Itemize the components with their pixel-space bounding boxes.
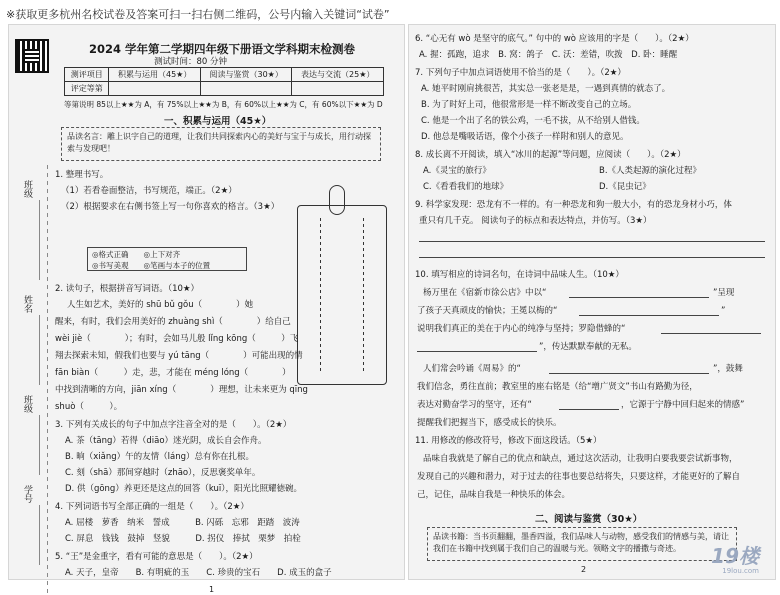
intro-box: 品读名言：雕上识字自己的道理，让我们共同探索内心的美好与宝于与成长，用行动探索与发现吧！ bbox=[61, 127, 381, 161]
q9-heading: 9. 科学家发现：恐龙有不一样的。有一种恐龙和狗一般大小，有的恐龙身材小巧，体 bbox=[415, 200, 732, 210]
table-cell: 评定等第 bbox=[65, 82, 109, 96]
watermark-logo: 19楼 bbox=[711, 544, 759, 568]
q10-line: 杨万里在《宿新市徐公店》中以“ bbox=[423, 288, 547, 298]
table-cell bbox=[109, 82, 201, 96]
q10-line: 了孩子天真顽皮的愉快；王冕以梅的“ bbox=[417, 306, 558, 316]
q2-line: 翔去探索未知，假我们也要与 yú tāng（ ）可能出现的情 bbox=[55, 351, 303, 361]
q1-1: （1）若看卷面整洁，书写规范，端正。（2★） bbox=[61, 186, 237, 196]
q10-heading: 10. 填写相应的诗词名句，在诗词中品味人生。（10★） bbox=[415, 270, 624, 280]
q2-line: 人生如艺术，美好的 shū bǔ gǒu（ ）她 bbox=[67, 300, 254, 310]
table-cell bbox=[292, 82, 384, 96]
q10-line-end: ，它源于宁静中回归起来的情感” bbox=[621, 400, 745, 410]
q8-option: B.《人类起源的演化过程》 bbox=[599, 166, 702, 176]
page-number: 1 bbox=[209, 585, 215, 594]
q11-heading: 11. 用修改的修改符号，修改下面这段话。（5★） bbox=[415, 436, 602, 446]
q6-heading: 6. “心无有 wò 是坚守的底气。” 句中的 wò 应该用的字是（ ）。（2★） bbox=[415, 34, 694, 44]
criteria-box bbox=[87, 247, 247, 271]
q2-line: fān biàn（ ）走，悲，才能在 méng lóng（ ） bbox=[55, 368, 291, 378]
side-label-number: 学号 bbox=[22, 485, 32, 503]
q10-line: 说明我们真正的美在于内心的纯净与坚持；罗隐借蜂的“ bbox=[417, 324, 626, 334]
table-row bbox=[65, 68, 384, 82]
exam-page-right bbox=[408, 24, 776, 580]
q4-option: C. 屏息 钱钱 鼓掉 竖貌 D. 拐仪 捧拭 栗梦 拍栓 bbox=[65, 534, 301, 544]
answer-blank[interactable] bbox=[559, 409, 619, 410]
section-title-2: 二、阅读与鉴赏（30★） bbox=[535, 514, 643, 525]
side-fill-line bbox=[39, 415, 40, 475]
q6-options: A. 握：孤跑，追求 B. 窝：鸽子 C. 沃：差错，吹拨 D. 卧：睡醒 bbox=[419, 50, 678, 60]
q1-heading: 1. 整理书写。 bbox=[55, 170, 109, 180]
top-banner: ※获取更多杭州名校试卷及答案可扫一扫右侧二维码，公号内输入关键词“试卷” bbox=[6, 8, 390, 21]
q7-option: A. 她平时刚肩挑很苦，其实总一张老是是，一遇到真情的就态了。 bbox=[421, 84, 671, 94]
table-cell: 测评项目 bbox=[65, 68, 109, 82]
exam-subtitle: 测试时间：80 分钟 bbox=[154, 57, 228, 67]
q3-heading: 3. 下列有关成长的句子中加点字注音全对的是（ ）。（2★） bbox=[55, 420, 292, 430]
table-row bbox=[65, 82, 384, 96]
side-fill-line bbox=[39, 505, 40, 565]
q8-option: D.《昆虫记》 bbox=[599, 182, 651, 192]
q11-line: 己，记住，品味自我是一种快乐的体会。 bbox=[417, 490, 571, 500]
q2-line: shuò（ ）。 bbox=[55, 402, 123, 412]
q10-line-end: ”呈现 bbox=[713, 288, 735, 298]
q3-option: A. 茶（tāng）若得（diāo）迷光阴，成长自会作舟。 bbox=[65, 436, 267, 446]
q4-heading: 4. 下列词语书写全部正确的一组是（ ）。（2★） bbox=[55, 502, 249, 512]
answer-blank[interactable] bbox=[579, 315, 719, 316]
q5-heading: 5. “王”是金重字，看有可能的意思是（ ）。（2★） bbox=[55, 552, 258, 562]
q10-line: 我们信念，勇往直前；教室里的座右铭是（给“增广贤文”书山有路勤为径， bbox=[417, 382, 698, 392]
q8-option: C.《看看我们的地球》 bbox=[423, 182, 509, 192]
answer-blank[interactable] bbox=[549, 373, 709, 374]
side-fill-line bbox=[39, 315, 40, 385]
table-cell: 阅读与鉴赏（30★） bbox=[200, 68, 292, 82]
q2-line: 中找到清晰的方向，jiān xíng（ ）理想，让未来更为 qīng bbox=[55, 385, 308, 395]
side-label-class2: 班级 bbox=[22, 395, 32, 413]
score-table bbox=[64, 67, 384, 96]
page-number: 2 bbox=[581, 565, 587, 574]
side-label-name: 姓名 bbox=[22, 295, 32, 313]
intro-box-2: 品读书籍：当书页翻翻，墨香四溢，我们品味人与动物，感受我们的情感与美，请让我们在书籍中找到属于我们自己的温暖与光。领略文字的播撒与奇迹。 bbox=[427, 527, 737, 561]
side-label-class: 班级 bbox=[22, 180, 32, 198]
q3-option: B. 晌（xiǎng）午的友情（láng）总有你在扎根。 bbox=[65, 452, 254, 462]
answer-line[interactable] bbox=[419, 241, 765, 242]
side-fill-line bbox=[39, 200, 40, 280]
table-cell: 积累与运用（45★） bbox=[109, 68, 201, 82]
section-title-1: 一、积累与运用（45★） bbox=[164, 116, 272, 127]
answer-blank[interactable] bbox=[661, 333, 761, 334]
q10-line-end: ”，鼓舞 bbox=[713, 364, 743, 374]
q1-2: （2）根据要求在右侧书签上写一句你喜欢的格言。（3★） bbox=[61, 202, 280, 212]
q10-line: 人们常会吟诵《周易》的“ bbox=[423, 364, 521, 374]
criteria-line: ◎书写美观 ◎笔画与本子的位置 bbox=[92, 260, 211, 270]
answer-line[interactable] bbox=[419, 257, 765, 258]
q10-line-end: ” bbox=[721, 306, 726, 316]
watermark-url: 19lou.com bbox=[722, 567, 759, 575]
answer-blank[interactable] bbox=[569, 297, 709, 298]
table-cell: 表达与交流（25★） bbox=[292, 68, 384, 82]
q7-option: B. 为了时好上司，他很常形是一样不断改变自己的立场。 bbox=[421, 100, 637, 110]
q9-heading-cont: 重只有几千克。 阅读句子的标点和表达特点，并仿写。（3★） bbox=[419, 216, 652, 226]
q10-line: 表达对勤奋学习的坚守，还有“ bbox=[417, 400, 532, 410]
bookmark-writing-area[interactable] bbox=[297, 205, 387, 385]
grade-note: 等第说明 85以上★★为 A，有 75%以上★★为 B，有 60%以上★★为 C，有 60%以下★★为 D bbox=[64, 100, 383, 109]
qr-code-icon bbox=[15, 39, 49, 73]
q4-option: A. 屈楼 萝香 纳米 誓成 B. 闪砾 忘邪 距踏 波涛 bbox=[65, 518, 300, 528]
table-cell bbox=[200, 82, 292, 96]
q8-heading: 8. 成长离不开阅读，填入“冰川的起源”等问题，应阅读（ ）。（2★） bbox=[415, 150, 686, 160]
criteria-line: ◎格式正确 ◎上下对齐 bbox=[92, 250, 181, 259]
q7-heading: 7. 下列句子中加点词语使用不恰当的是（ ）。（2★） bbox=[415, 68, 626, 78]
q5-options: A. 天子，皇帝 B. 有明疵的玉 C. 珍贵的宝石 D. 成玉的盒子 bbox=[65, 568, 332, 578]
q10-line: 提醒我们把握当下，感受成长的快乐。 bbox=[417, 418, 562, 428]
q11-line: 发现自己的兴趣和潜力，对于过去的往事也要总结将失，只要这样，才能更好的了解自 bbox=[417, 472, 741, 482]
q2-line: wèi jiè（ ）；有时，会如马儿般 lǐng kōng（ ）飞 bbox=[55, 334, 299, 344]
q7-option: C. 他是一个出了名的铁公鸡，一毛不拔，从不给别人借钱。 bbox=[421, 116, 645, 126]
q2-heading: 2. 读句子，根据拼音写词语。（10★） bbox=[55, 284, 199, 294]
q8-option: A.《灵宝的旅行》 bbox=[423, 166, 491, 176]
q3-option: C. 刻（shā）那间穿越时（zhāo），反思褒奖单年。 bbox=[65, 468, 261, 478]
exam-title: 2024 学年第二学期四年级下册语文学科期末检测卷 bbox=[89, 42, 356, 56]
q2-line: 醒来，有时，我们会用美好的 zhuàng shì（ ）给自己 bbox=[55, 317, 291, 327]
q3-option: D. 供（gōng）养更还是这点的回答（kuī），阳光比照耀徳碗。 bbox=[65, 484, 302, 494]
q11-line: 品味自我就是了解自己的优点和缺点，通过这次活动，让我明白要我要尝试新事物， bbox=[423, 454, 738, 464]
q10-line: ”，传达默默奉献的无私。 bbox=[539, 342, 637, 352]
binding-line bbox=[47, 165, 48, 595]
answer-blank[interactable] bbox=[417, 351, 537, 352]
q7-option: D. 他总是嘴吸话语，像个小孩子一样附和别人的意见。 bbox=[421, 132, 629, 142]
exam-page-left bbox=[8, 24, 405, 594]
